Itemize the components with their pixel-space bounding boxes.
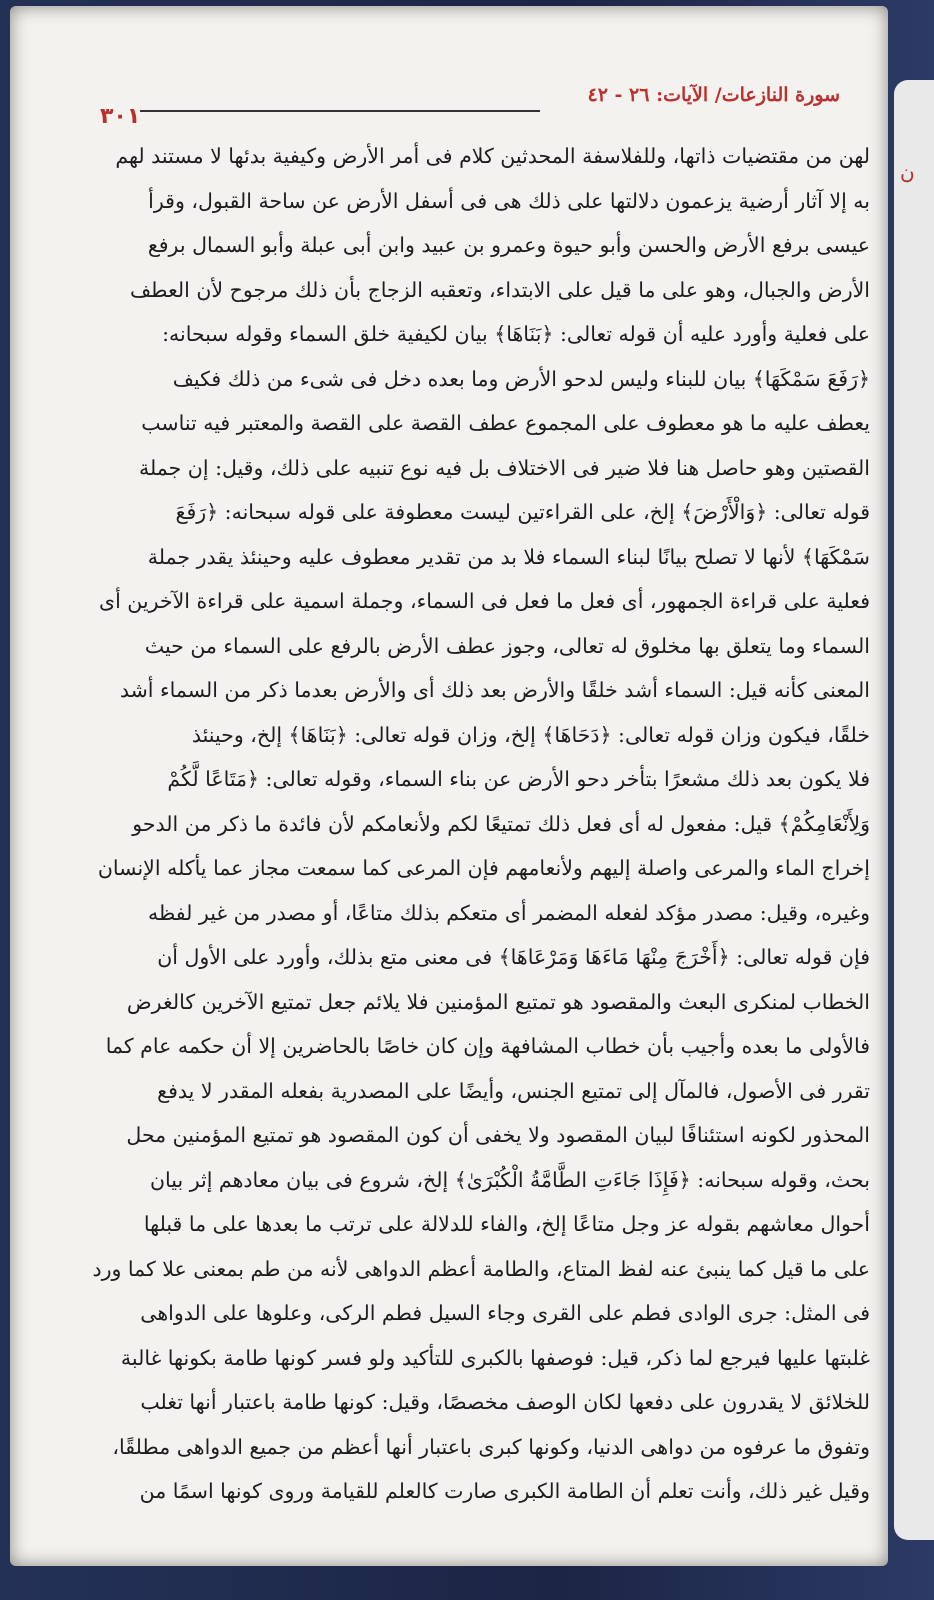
text-line: وغيره، وقيل: مصدر مؤكد لفعله المضمر أى متعكم بذلك متاعًا، أو مصدر من غير لفظه [147, 900, 870, 925]
text-line: القصتين وهو حاصل هنا فلا ضير فى الاختلاف بل فيه نوع تنبيه على ذلك، وقيل: إن جملة [138, 455, 870, 480]
text-line: وقيل غير ذلك، وأنت تعلم أن الطامة الكبرى صارت كالعلم للقيامة وروى كونها اسمًا من [139, 1479, 870, 1503]
text-line: سَمْكَهَا﴾ لأنها لا تصلح بيانًا لبناء السماء فلا بد من تقدير معطوف عليه وحينئذ يقدر جملة [147, 544, 870, 569]
text-line: ﴿رَفَعَ سَمْكَهَا﴾ بيان للبناء وليس لدحو الأرض وما بعده دخل فى شىء من ذلك فكيف [172, 366, 870, 391]
text-line: فعلية على قراءة الجمهور، أى فعل ما فعل فى السماء، وجملة اسمية على قراءة الآخرين أى [99, 589, 870, 613]
book-page [10, 6, 888, 1566]
text-line: قوله تعالى: ﴿وَالْأَرْضَ﴾ إلخ، على القراءتين ليست معطوفة على قوله سبحانه: ﴿رَفَعَ [175, 500, 870, 524]
text-line: المحذور لكونه استئنافًا لبيان المقصود ولا يخفى أن كون المقصود هو تمتيع المؤمنين محل [126, 1123, 870, 1147]
text-line: فالأولى ما بعده وأجيب بأن خطاب المشافهة وإن كان خاصًا بالحاضرين إلا أن حكمه عام كما [105, 1034, 870, 1058]
text-line: به إلا آثار أرضية يزعمون دلالتها على ذلك هى فى أسفل الأرض عن ساحة القبول، وقرأ [148, 188, 870, 213]
text-line: السماء وما يتعلق بها مخلوق له تعالى، وجوز عطف الأرض بالرفع على السماء من حيث [144, 633, 870, 658]
text-line: الأرض والجبال، وهو على ما قيل على الابتداء، وتعقبه الزجاج بأن ذلك مرجوح لأن العطف [129, 277, 870, 302]
text-line: على ما قيل كما ينبئ عنه لفظ المتاع، والطامة أعظم الدواهى لأنه من طم بمعنى علا كما ورد [92, 1256, 870, 1281]
text-line: تقرر فى الأصول، فالمآل إلى تمتيع الجنس، وأيضًا على المصدرية بفعله المقدر لا يدفع [157, 1078, 870, 1103]
next-page-edge-text: ن [900, 160, 915, 184]
text-line: الخطاب لمنكرى البعث والمقصود هو تمتيع المؤمنين فلا يلائم جعل تمتيع الآخرين كالغرض [126, 989, 870, 1014]
next-page-edge [894, 80, 934, 1540]
text-line: لهن من مقتضيات ذاتها، وللفلاسفة المحدثين كلام فى أمر الأرض وكيفية بدئها لا مستند لهم [115, 144, 870, 168]
text-line: فإن قوله تعالى: ﴿أَخْرَجَ مِنْهَا مَاءَهَا وَمَرْعَاهَا﴾ فى معنى متع بذلك، وأورد على الأول أن [157, 945, 870, 969]
text-line: فى المثل: جرى الوادى فطم على القرى وجاء السيل فطم الركى، وعلوها على الدواهى [140, 1301, 870, 1325]
header-rule [140, 110, 540, 112]
text-line: على فعلية وأورد عليه أن قوله تعالى: ﴿بَنَاهَا﴾ بيان لكيفية خلق السماء وقوله سبحانه: [162, 322, 870, 346]
running-title: سورة النازعات/ الآيات: ٢٦ - ٤٢ [587, 84, 840, 106]
text-line: عيسى برفع الأرض والحسن وأبو حيوة وعمرو بن عبيد وابن أبى عبلة وأبو السمال برفع [147, 233, 870, 257]
page-number: ٣٠١ [100, 104, 141, 129]
text-line: أحوال معاشهم بقوله عز وجل متاعًا إلخ، والفاء للدلالة على ترتب ما بعدها على ما قبلها [143, 1212, 870, 1236]
text-line: فلا يكون بعد ذلك مشعرًا بتأخر دحو الأرض عن بناء السماء، وقوله تعالى: ﴿مَتَاعًا لَّكُمْ [167, 767, 870, 791]
text-line: غلبتها عليها فيرجع لما ذكر، قيل: فوصفها بالكبرى للتأكيد ولو فسر كونها طامة بكونها غالبة [120, 1345, 870, 1370]
text-line: وتفوق ما عرفوه من دواهى الدنيا، وكونها كبرى باعتبار أنها أعظم من جميع الدواهى مطلقًا، [112, 1434, 870, 1459]
text-line: للخلائق لا يقدرون على دفعها لكان الوصف مخصصًا، وقيل: كونها طامة باعتبار أنها تغلب [140, 1390, 870, 1414]
page-header [100, 84, 840, 134]
page-body [70, 134, 870, 1514]
text-line: خلقًا، فيكون وزان قوله تعالى: ﴿دَحَاهَا﴾ إلخ، وزان قوله تعالى: ﴿بَنَاهَا﴾ إلخ، وحينئذ [191, 722, 870, 747]
text-line: إخراج الماء والمرعى واصلة إليهم ولأنعامهم فإن المرعى كما سمعت مجاز عما يأكله الإنسان [97, 856, 870, 880]
text-line: بحث، وقوله سبحانه: ﴿فَإِذَا جَاءَتِ الطَّامَّةُ الْكُبْرَىٰ﴾ إلخ، شروع فى بيان معادهم إثر بيان [150, 1167, 870, 1192]
text-line: المعنى كأنه قيل: السماء أشد خلقًا والأرض بعد ذلك أى والأرض بعدما ذكر من السماء أشد [119, 678, 870, 702]
text-line: وَلِأَنْعَامِكُمْ﴾ قيل: مفعول له أى فعل ذلك تمتيعًا لكم ولأنعامكم لأن فائدة ما ذكر من الدحو [132, 811, 870, 836]
text-line: يعطف عليه ما هو معطوف على المجموع عطف القصة على القصة والمعتبر فيه تناسب [141, 411, 870, 435]
